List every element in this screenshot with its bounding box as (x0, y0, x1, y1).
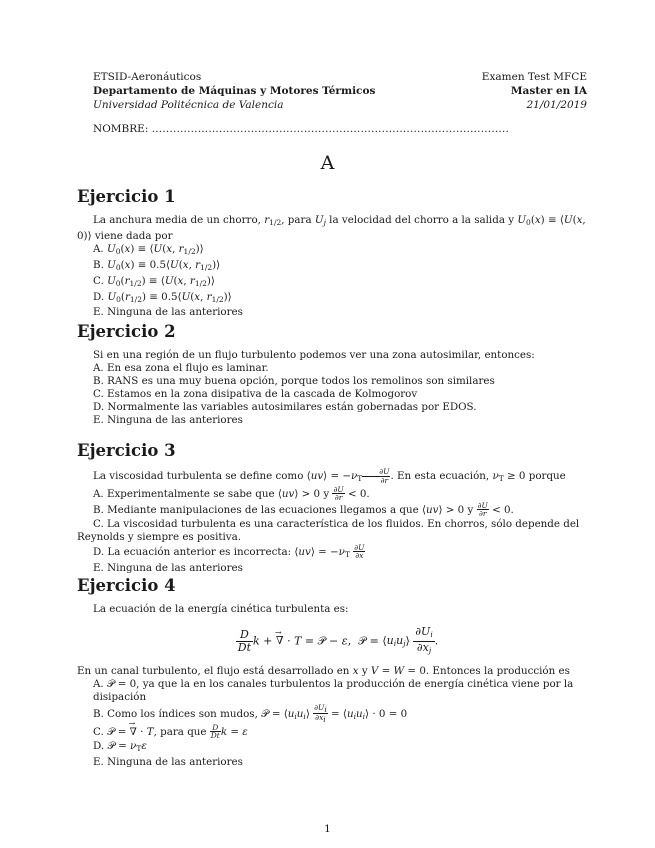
university-name: Universidad Politécnica de Valencia (93, 99, 284, 111)
ejercicio-3-option-a: A. Experimentalmente se sabe que ⟨uv⟩ > 0 y $\frac{\partial U}{\partial r}$ < 0. (93, 484, 370, 503)
name-dots: ..................................................................................................... (151, 123, 510, 135)
ejercicio-2-option-c: C. Estamos en la zona disipativa de la cascada de Kolmogorov (93, 387, 418, 400)
ejercicio-3-title: Ejercicio 3 (77, 441, 176, 460)
ejercicio-4-option-b: B. Como los índices son mudos, 𝒫 = $⟨u_iu_i⟩$ $\frac{\partial Ui}{\partial xi}$ = $⟨u_iu_i⟩ \cdot 0 = 0$ (93, 702, 408, 725)
exam-variant: A (320, 152, 335, 174)
exam-date: 21/01/2019 (526, 99, 587, 111)
tke-equation: $\frac{D}{Dt}$ k + → ∇ · T = 𝒫 − ε, 𝒫 = $⟨u_iu_j⟩$ $\frac{\partial U_i}{\partial x_j}$ . (77, 626, 597, 657)
ejercicio-4-option-a: A. 𝒫 = 0, ya que la en los canales turbulentos la producción de energía cinética viene por la disipación (93, 677, 574, 703)
ejercicio-3-option-e: E. Ninguna de las anteriores (93, 561, 243, 574)
exam-name: Examen Test MFCE (481, 71, 587, 83)
department-name: Departamento de Máquinas y Motores Térmicos (93, 85, 376, 97)
ejercicio-3-option-d: D. La ecuación anterior es incorrecta: ⟨uv⟩ = $-\nu_T$ $\frac{\partial U}{\partial x}$ (93, 542, 365, 561)
ejercicio-3-statement: La viscosidad turbulenta se define como ⟨uv⟩ = $-\nu_T$ $\frac{\partial U}{\partial r}$ . En esta ecuación, $\nu_T \ge 0$ porque (93, 467, 566, 485)
ejercicio-2-option-b: B. RANS es una muy buena opción, porque todos los remolinos son similares (93, 374, 495, 387)
ejercicio-4-statement: La ecuación de la energía cinética turbulenta es: (93, 603, 349, 615)
ejercicio-4-option-e: E. Ninguna de las anteriores (93, 755, 243, 768)
ejercicio-2 (77, 323, 597, 426)
ejercicio-4-title: Ejercicio 4 (77, 576, 176, 595)
ejercicio-2-option-a: A. En esa zona el flujo es laminar. (93, 361, 269, 374)
name-field (93, 123, 509, 135)
ejercicio-1-option-b: B. $U_0(x)$ ≡ 0.5⟨U(x, $r_{1/2})⟩$ (93, 258, 221, 272)
ejercicio-4-option-d: D. 𝒫 = $\nu_T\varepsilon$ (93, 739, 147, 753)
ejercicio-4 (77, 577, 597, 768)
name-label: NOMBRE: (93, 123, 149, 135)
ejercicio-2-option-d: D. Normalmente las variables autosimilares están gobernadas por EDOS. (93, 400, 477, 413)
ejercicio-3 (77, 442, 597, 575)
ejercicio-1-statement: La anchura media de un chorro, $r_{1/2}$, para $U_j$ la velocidad del chorro a la salida y $U_0(x)$ ≡ ⟨U(x, 0)⟩ viene dada por (77, 214, 586, 242)
header-row-3 (93, 98, 587, 112)
ejercicio-1-option-d: D. $U_0(r_{1/2})$ ≡ 0.5⟨U(x, $r_{1/2})⟩$ (93, 290, 232, 304)
ejercicio-2-option-e: E. Ninguna de las anteriores (93, 413, 243, 426)
ejercicio-1-option-e: E. Ninguna de las anteriores (93, 306, 243, 319)
school-name: ETSID-Aeronáuticos (93, 71, 202, 83)
ejercicio-3-option-c: C. La viscosidad turbulenta es una característica de los fluidos. En chorros, sólo depende del Reynolds y siempre es positiva. (77, 517, 580, 543)
ejercicio-2-statement: Si en una región de un flujo turbulento podemos ver una zona autosimilar, entonces: (93, 349, 535, 361)
ejercicio-1-title: Ejercicio 1 (77, 187, 176, 206)
master-name: Master en IA (510, 85, 587, 97)
header-row-1 (93, 70, 587, 84)
ejercicio-4-option-c: C. 𝒫 = → ∇ · T, para que $\frac{D}{Dt}$ k = ε (77, 724, 597, 740)
ejercicio-1 (77, 188, 597, 319)
ejercicio-1-option-c: C. $U_0(r_{1/2})$ ≡ ⟨U(x, $r_{1/2})⟩$ (93, 274, 215, 288)
header-row-2 (93, 84, 587, 98)
ejercicio-1-option-a: A. $U_0(x)$ ≡ ⟨U(x, $r_{1/2})⟩$ (93, 242, 204, 256)
ejercicio-2-title: Ejercicio 2 (77, 322, 176, 341)
ejercicio-3-option-b: B. Mediante manipulaciones de las ecuaciones llegamos a que ⟨uv⟩ > 0 y $\frac{\partial U}{\partial r}$ < 0. (93, 500, 514, 519)
header (93, 70, 587, 112)
page-number: 1 (324, 823, 331, 835)
ejercicio-4-context: En un canal turbulento, el flujo está desarrollado en x y V = W = 0. Entonces la producción es (77, 664, 570, 677)
